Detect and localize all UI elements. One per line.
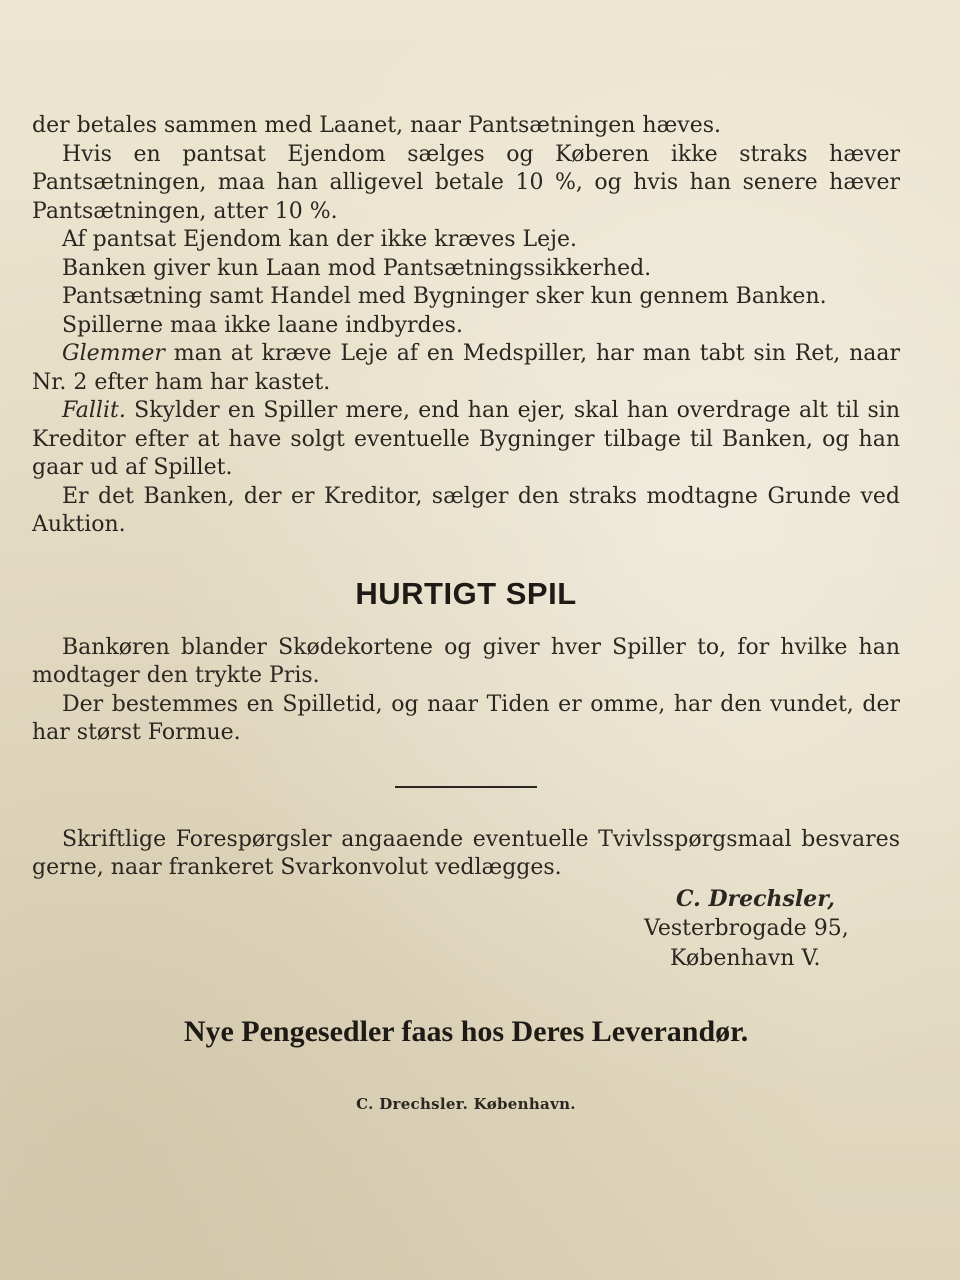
rule-text: Banken giver kun Laan mod Pantsætningssikkerhed. [62,255,652,281]
document-page [32,112,900,1113]
rule-text: Af pantsat Ejendom kan der ikke kræves Leje. [62,227,577,252]
rule-paragraph [32,312,900,341]
rule-text: Pantsætning samt Handel med Bygninger sker kun gennem Banken. [62,284,827,309]
rule-paragraph [32,141,900,227]
rule-text: Hvis en pantsat Ejendom sælges og Køberen ikke straks hæver Pantsætningen, maa han alligevel betale 10 %, og hvis han senere hæver Pantsætningen, atter 10 %. [32,141,900,224]
rule-lead-word: Fallit. [62,398,126,423]
banknotes-notice: Nye Pengesedler faas hos Deres Leverandør. [183,1015,749,1048]
quick-game-paragraph: Der bestemmes en Spilletid, og naar Tiden er omme, har den vundet, der har størst Formue. [32,691,900,745]
rule-paragraph [32,255,900,284]
inquiries-paragraph: Skriftlige Forespørgsler angaaende eventuelle Tvivlsspørgsmaal besvares gerne, naar frankeret Svarkonvolut vedlægges. [32,826,900,880]
rule-text: Spillerne maa ikke laane indbyrdes. [62,312,463,338]
rule-text: Er det Banken, der er Kreditor, sælger den straks modtagne Grunde ved Auktion. [32,483,900,537]
rule-lead-word: Glemmer [62,341,165,366]
rule-paragraph [32,283,900,312]
quick-game-section [32,634,900,748]
section-title-quick-game: HURTIGT SPIL [355,575,577,611]
signature-block [644,885,900,974]
printer-imprint: C. Drechsler. København. [356,1095,576,1113]
rule-paragraph [32,483,900,540]
signature-city: København V. [670,945,821,971]
signature-street: Vesterbrogade 95, [644,916,849,941]
rule-text: man at kræve Leje af en Medspiller, har man tabt sin Ret, naar Nr. 2 efter ham har kastet. [32,341,900,395]
rule-paragraph [32,340,900,397]
rules-continued-section [32,112,900,540]
rule-paragraph [32,112,900,141]
divider-rule [395,786,537,788]
rule-text: Skylder en Spiller mere, end han ejer, skal han overdrage alt til sin Kreditor efter at have solgt eventuelle Bygninger tilbage til Banken, og han gaar ud af Spillet. [32,398,900,480]
rule-text: der betales sammen med Laanet, naar Pantsætningen hæves. [32,113,722,138]
signature-name: C. Drechsler, [676,885,835,912]
rule-paragraph [32,397,900,483]
rule-paragraph [32,226,900,255]
quick-game-paragraph: Bankøren blander Skødekortene og giver hver Spiller to, for hvilke han modtager den trykte Pris. [32,634,900,688]
